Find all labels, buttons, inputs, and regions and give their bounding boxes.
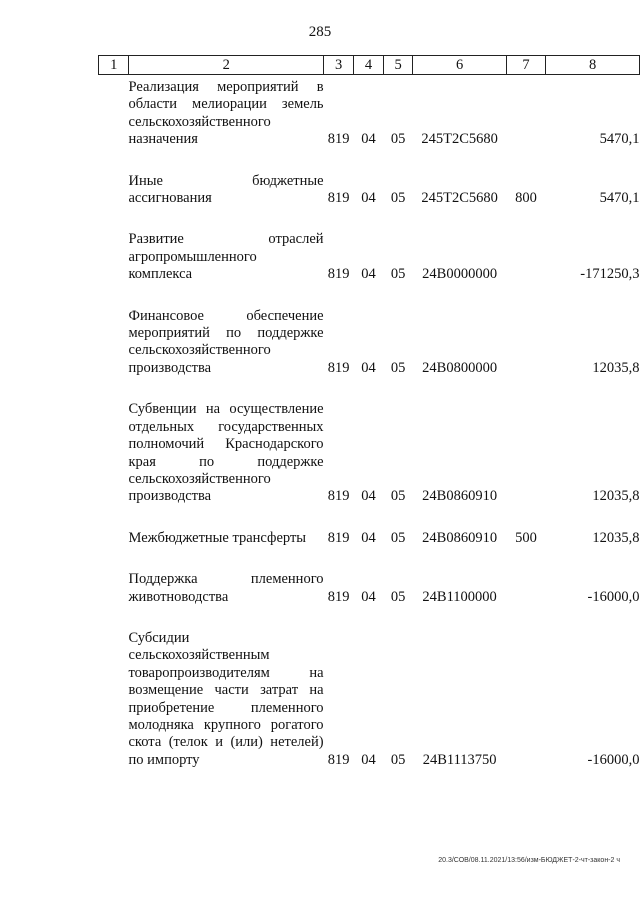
footer-document-id: 20.3/СОВ/08.11.2021/13:56/изм-БЮДЖЕТ-2-чт-закон-2 ч <box>438 857 620 864</box>
table-row <box>99 173 640 232</box>
row-code-ministry: 819 <box>327 529 350 546</box>
row-code-section: 04 <box>361 529 376 546</box>
row-code-expense <box>506 75 545 173</box>
row-amount: 12035,8 <box>592 359 640 376</box>
row-amount: 12035,8 <box>592 488 640 505</box>
row-name: Субвенции на осуществление отдельных государственных полномочий Краснодарского края по поддержке сельскохозяйственного производства <box>128 401 324 505</box>
row-code-expense <box>506 630 545 793</box>
row-code-ministry: 819 <box>327 359 350 376</box>
row-name: Субсидии сельскохозяйственным товаропроизводителям на возмещение части затрат на приобретение племенного молодняка крупного рогатого скота (телок и (или) нетелей) по импорту <box>128 629 324 768</box>
row-name: Реализация мероприятий в области мелиорации земель сельскохозяйственного назначения <box>128 79 324 148</box>
row-name: Иные бюджетные ассигнования <box>128 172 324 207</box>
header-col-8: 8 <box>546 56 640 75</box>
row-name: Поддержка племенного животноводства <box>128 571 324 605</box>
table-row <box>99 571 640 630</box>
header-col-1: 1 <box>99 56 129 75</box>
row-amount: 12035,8 <box>592 529 640 546</box>
row-code-subsection: 05 <box>390 751 406 768</box>
table-row <box>99 308 640 402</box>
row-code-section: 04 <box>361 751 376 768</box>
header-col-7: 7 <box>506 56 545 75</box>
row-amount: -171250,3 <box>580 266 640 283</box>
table-row <box>99 630 640 793</box>
row-amount: -16000,0 <box>587 588 640 605</box>
row-code-subsection: 05 <box>390 529 406 546</box>
header-col-5: 5 <box>383 56 413 75</box>
table-header-row <box>99 56 640 75</box>
row-code-expense <box>506 231 545 307</box>
row-code-section: 04 <box>361 359 376 376</box>
row-name: Финансовое обеспечение мероприятий по поддержке сельскохозяйственного производства <box>128 307 324 376</box>
header-col-6: 6 <box>413 56 506 75</box>
row-code-ministry: 819 <box>327 131 350 148</box>
row-name: Межбюджетные трансферты <box>128 529 307 546</box>
row-code-subsection: 05 <box>390 588 406 605</box>
row-code-target: 24B1100000 <box>422 588 497 605</box>
row-code-subsection: 05 <box>390 488 406 505</box>
row-code-expense <box>506 308 545 402</box>
row-code-ministry: 819 <box>327 190 350 207</box>
row-amount: -16000,0 <box>587 751 640 768</box>
row-code-section: 04 <box>361 488 376 505</box>
row-code-target: 24B1113750 <box>422 751 497 768</box>
row-code-target: 245T2C5680 <box>421 131 498 148</box>
header-col-3: 3 <box>324 56 354 75</box>
row-name: Развитие отраслей агропромышленного комплекса <box>128 231 324 283</box>
row-code-subsection: 05 <box>390 131 406 148</box>
row-code-subsection: 05 <box>390 266 406 283</box>
table-row <box>99 401 640 529</box>
budget-table <box>98 55 640 793</box>
row-code-ministry: 819 <box>327 488 350 505</box>
table-row <box>99 75 640 173</box>
table-row <box>99 530 640 571</box>
header-col-4: 4 <box>354 56 384 75</box>
row-amount: 5470,1 <box>599 190 640 207</box>
row-code-target: 24B0860910 <box>422 488 498 505</box>
row-code-section: 04 <box>361 266 376 283</box>
row-code-target: 24B0860910 <box>422 529 498 546</box>
header-col-2: 2 <box>129 56 324 75</box>
row-code-target: 24B0800000 <box>422 359 498 376</box>
row-code-ministry: 819 <box>327 751 350 768</box>
row-code-section: 04 <box>361 588 376 605</box>
row-code-section: 04 <box>361 190 376 207</box>
table-row <box>99 231 640 307</box>
page-number: 285 <box>308 24 332 40</box>
row-code-expense: 800 <box>515 190 537 207</box>
row-code-expense <box>506 401 545 529</box>
row-code-expense: 500 <box>515 529 537 546</box>
row-code-expense <box>506 571 545 630</box>
row-code-target: 24B0000000 <box>422 266 498 283</box>
row-code-ministry: 819 <box>327 588 350 605</box>
row-code-section: 04 <box>361 131 376 148</box>
row-code-subsection: 05 <box>390 190 406 207</box>
row-code-ministry: 819 <box>327 266 350 283</box>
row-code-target: 245T2C5680 <box>421 190 498 207</box>
row-amount: 5470,1 <box>599 131 640 148</box>
row-code-subsection: 05 <box>390 359 406 376</box>
